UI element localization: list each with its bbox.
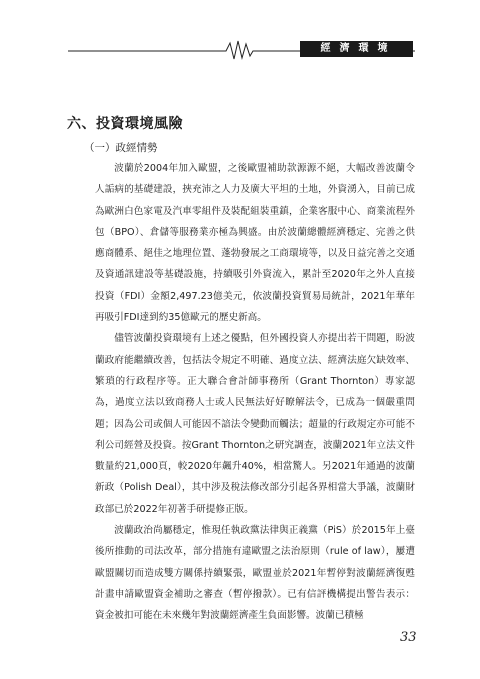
header-label: 經濟環境 bbox=[300, 41, 413, 57]
subsection-title: （一）政經情勢 bbox=[84, 142, 158, 154]
paragraph: 波蘭政治尚屬穩定，惟現任執政黨法律與正義黨（PiS）於2015年上臺後所推動的司法改革，部分措施有違歐盟之法治原則（rule of law），屢遭歐盟關切而造成雙方關係持續緊張，歐盟並於2021年暫停對波蘭經濟復甦計畫申請歐盟資金補助之審查（暫停撥款）。已有信評機構提出警告表示：資金被扣可能在未來幾年對波蘭經濟產生負面影響。波蘭已積極 bbox=[95, 525, 415, 622]
section-title: 六、投資環境風險 bbox=[67, 116, 183, 132]
paragraph: 波蘭於2004年加入歐盟，之後歐盟補助款源源不絕，大幅改善波蘭令人詬病的基礎建設，挾充沛之人力及廣大平坦的土地，外資湧入，目前已成為歐洲白色家電及汽車零組件及裝配組裝重鎮，企業客服中心、商業流程外包（BPO）、倉儲等服務業亦極為興盛。由於波蘭總體經濟穩定、完善之供應商體系、絕佳之地理位置、蓬勃發展之工商環境等，以及日益完善之交通及資通訊建設等基礎設施，持續吸引外資流入，累計至2020年之外人直接投資（FDI）金額2,497.23億美元，依波蘭投資貿易局統計，2021年華年再吸引FDI達到約35億歐元的歷史新高。 bbox=[95, 163, 415, 324]
page-number: 33 bbox=[400, 630, 417, 645]
paragraph: 儘管波蘭投資環境有上述之優點，但外國投資人亦提出若干問題，盼波蘭政府能繼續改善，包括法令規定不明確、過度立法、經濟法庭欠缺效率、繁瑣的行政程序等。正大聯合會計師事務所（Grant Thornton）專家認為，過度立法以致商務人士或人民無法好好瞭解法令，已成為一個嚴重問題；因為公司或個人可能因不諳法令變動而觸法；超量的行政規定亦可能不利公司經營及投資。按Grant Thornton之研究調查，波蘭2021年立法文件數量約21,000頁，較2020年飆升40%，相當驚人。另2021年通過的波蘭新政（Polish Deal），其中涉及稅法修改部分引起各界相當大爭議，波蘭財政部已於2022年初著手研提修正版。 bbox=[95, 333, 415, 515]
body-text bbox=[95, 158, 415, 627]
running-header bbox=[0, 38, 480, 62]
